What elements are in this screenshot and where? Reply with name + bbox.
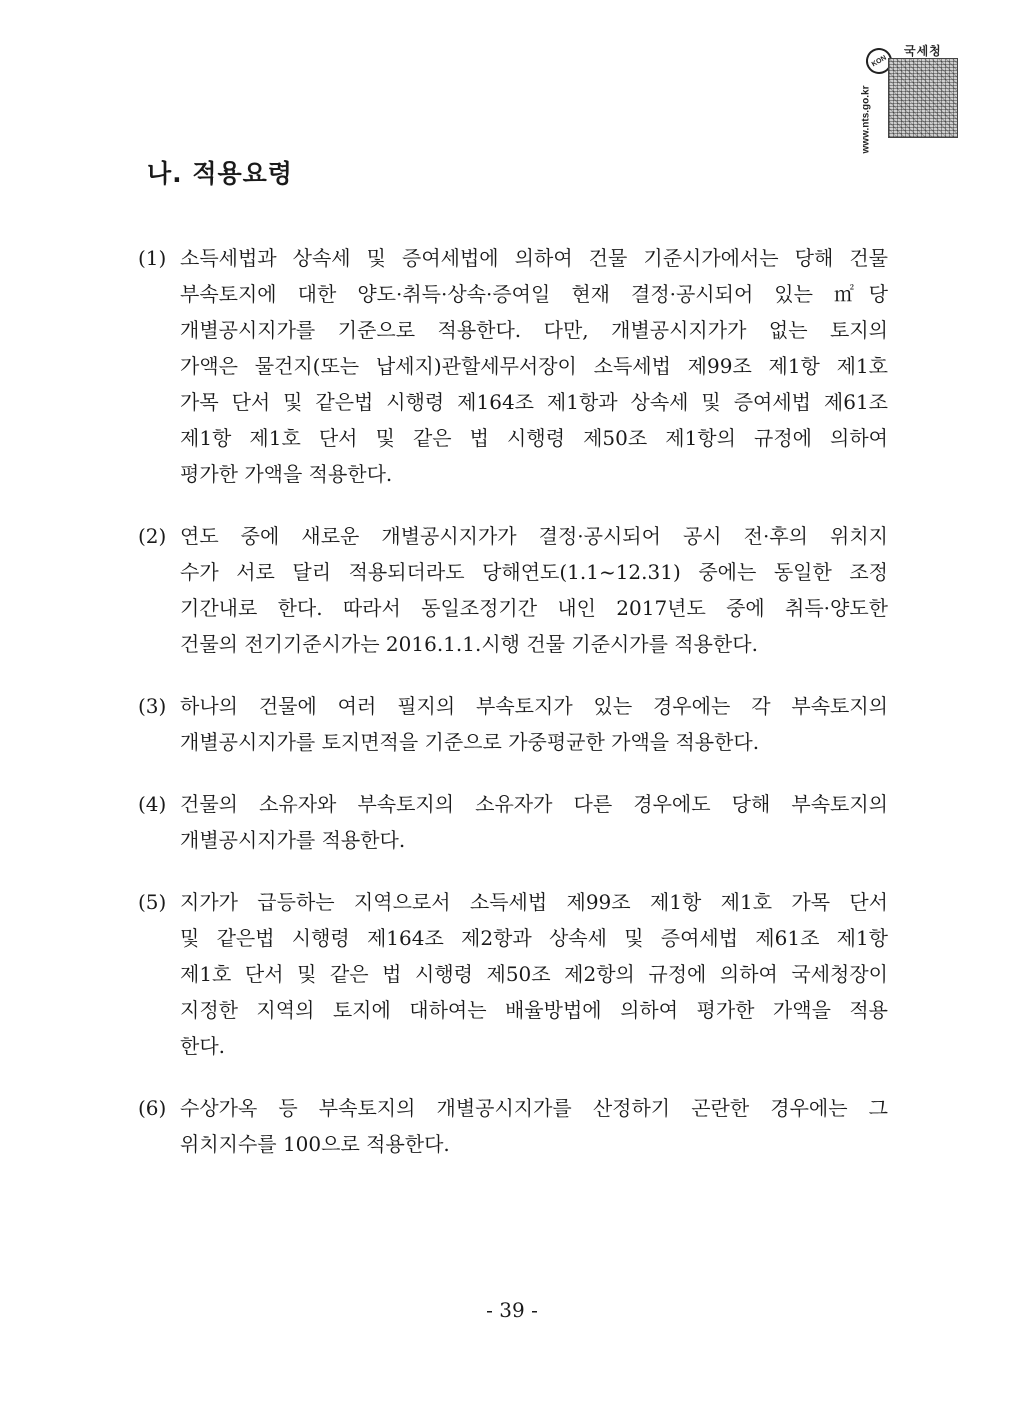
text-line: 수가 서로 달리 적용되더라도 당해연도(1.1~12.31) 중에는 동일한 조정 [180,560,888,584]
text-line: 부속토지에 대한 양도·취득·상속·증여일 현재 결정·공시되어 있는 ㎡당 [180,282,888,306]
qr-code-icon [888,58,958,138]
text-line: 한다. [180,1034,225,1058]
text-line: 위치지수를 100으로 적용한다. [180,1132,450,1156]
item-text [180,1090,888,1162]
item-text [180,786,888,858]
item-number: (5) [138,890,167,914]
section-heading: 나. 적용요령 [147,159,293,188]
list-item [138,518,888,662]
text-line: 연도 중에 새로운 개별공시지가가 결정·공시되어 공시 전·후의 위치지 [180,524,888,548]
list-item [138,786,888,858]
nts-stamp [858,42,960,154]
rules-list [138,240,888,1188]
text-line: 개별공시지가를 토지면적을 기준으로 가중평균한 가액을 적용한다. [180,730,760,754]
text-line: 건물의 전기기준시가는 2016.1.1.시행 건물 기준시가를 적용한다. [180,632,758,656]
text-line: 개별공시지가를 적용한다. [180,828,406,852]
text-line: 개별공시지가를 기준으로 적용한다. 다만, 개별공시지가가 없는 토지의 [180,318,888,342]
text-line: 제1항 제1호 단서 및 같은 법 시행령 제50조 제1항의 규정에 의하여 [180,426,888,450]
text-line: 평가한 가액을 적용한다. [180,462,393,486]
stamp-url: www.nts.go.kr [860,85,872,154]
list-item [138,240,888,492]
text-line: 소득세법과 상속세 및 증여세법에 의하여 건물 기준시가에서는 당해 건물 [180,246,888,270]
page-number: - 39 - [486,1298,538,1322]
text-line: 건물의 소유자와 부속토지의 소유자가 다른 경우에도 당해 부속토지의 [180,792,888,816]
text-line: 지정한 지역의 토지에 대하여는 배율방법에 의하여 평가한 가액을 적용 [180,998,888,1022]
item-text [180,884,888,1064]
text-line: 가목 단서 및 같은법 시행령 제164조 제1항과 상속세 및 증여세법 제61조 [180,390,888,414]
item-number: (6) [138,1096,167,1120]
nts-logo-icon: KON [861,43,897,79]
item-text [180,240,888,492]
item-number: (3) [138,694,167,718]
list-item [138,1090,888,1162]
text-line: 제1호 단서 및 같은 법 시행령 제50조 제2항의 규정에 의하여 국세청장이 [180,962,888,986]
list-item [138,884,888,1064]
item-number: (4) [138,792,167,816]
text-line: 수상가옥 등 부속토지의 개별공시지가를 산정하기 곤란한 경우에는 그 [180,1096,888,1120]
item-number: (1) [138,246,167,270]
text-line: 기간내로 한다. 따라서 동일조정기간 내인 2017년도 중에 취득·양도한 [180,596,888,620]
text-line: 하나의 건물에 여러 필지의 부속토지가 있는 경우에는 각 부속토지의 [180,694,888,718]
item-number: (2) [138,524,167,548]
stamp-org-name: 국세청 [904,44,942,58]
text-line: 가액은 물건지(또는 납세지)관할세무서장이 소득세법 제99조 제1항 제1호 [180,354,888,378]
item-text [180,688,888,760]
item-text [180,518,888,662]
text-line: 및 같은법 시행령 제164조 제2항과 상속세 및 증여세법 제61조 제1항 [180,926,888,950]
list-item [138,688,888,760]
text-line: 지가가 급등하는 지역으로서 소득세법 제99조 제1항 제1호 가목 단서 [180,890,888,914]
